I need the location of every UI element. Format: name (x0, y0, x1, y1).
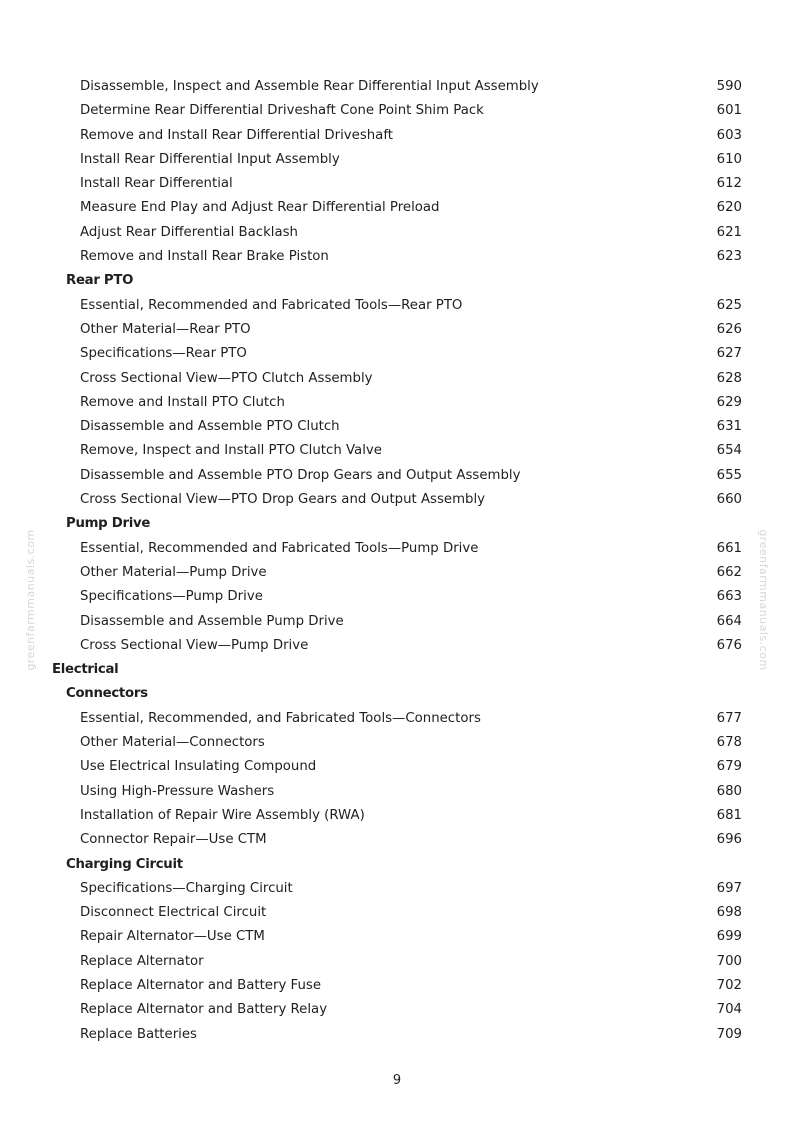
toc-entry-title: Cross Sectional View—PTO Drop Gears and Output Assembly (80, 492, 486, 508)
toc-entry-page: 627 (716, 346, 742, 362)
toc-entry-page: 709 (716, 1026, 742, 1042)
toc-entry-title: Cross Sectional View—Pump Drive (80, 637, 309, 653)
toc-entry[interactable] (0, 415, 794, 439)
toc-entry[interactable] (0, 804, 794, 828)
toc-entry-title: Pump Drive (66, 516, 151, 532)
toc-entry-page: 654 (716, 443, 742, 459)
toc-entry-page: 678 (716, 735, 742, 751)
toc-entry-page: 676 (716, 637, 742, 653)
toc-entry-title: Determine Rear Differential Driveshaft Cone Point Shim Pack (80, 103, 484, 119)
toc-entry-title: Install Rear Differential Input Assembly (80, 151, 340, 167)
toc-entry-page: 699 (716, 929, 742, 945)
toc-entry-title: Specifications—Rear PTO (80, 346, 247, 362)
watermark-right: greenfarmmanuals.com (756, 529, 770, 671)
toc-entry[interactable] (0, 172, 794, 196)
toc-section-heading (0, 269, 794, 293)
toc-entry-page: 697 (716, 880, 742, 896)
toc-entry[interactable] (0, 75, 794, 99)
toc-entry[interactable] (0, 634, 794, 658)
toc-entry-title: Cross Sectional View—PTO Clutch Assembly (80, 370, 373, 386)
toc-entry-page: 661 (716, 540, 742, 556)
toc-entry-page: 590 (716, 79, 742, 94)
toc-entry-title: Disconnect Electrical Circuit (80, 905, 267, 921)
toc-entry-page: 625 (716, 297, 742, 313)
toc-entry[interactable] (0, 925, 794, 949)
toc-section-heading (0, 512, 794, 536)
toc-entry-page: 655 (716, 467, 742, 483)
toc-entry-title: Remove, Inspect and Install PTO Clutch Valve (80, 443, 382, 459)
toc-entry-page: 620 (716, 200, 742, 216)
toc-entry-title: Essential, Recommended and Fabricated Tools—Rear PTO (80, 297, 463, 313)
toc-entry-title: Adjust Rear Differential Backlash (80, 224, 298, 240)
toc-entry-title: Charging Circuit (66, 856, 183, 872)
toc-entry[interactable] (0, 318, 794, 342)
toc-entry[interactable] (0, 585, 794, 609)
toc-entry-page: 681 (716, 807, 742, 823)
toc-entry[interactable] (0, 974, 794, 998)
toc-entry[interactable] (0, 99, 794, 123)
toc-entry-page: 628 (716, 370, 742, 386)
toc-entry-title: Replace Alternator and Battery Fuse (80, 977, 321, 993)
toc-entry-title: Replace Alternator and Battery Relay (80, 1002, 328, 1018)
toc-entry[interactable] (0, 294, 794, 318)
toc-entry[interactable] (0, 1023, 794, 1047)
toc-entry-page: 612 (716, 176, 742, 192)
toc-entry-title: Other Material—Rear PTO (80, 321, 251, 337)
toc-entry-page: 679 (716, 759, 742, 775)
toc-entry[interactable] (0, 901, 794, 925)
toc-entry-page: 664 (716, 613, 742, 629)
toc-entry-title: Measure End Play and Adjust Rear Differential Preload (80, 200, 440, 216)
toc-entry-title: Specifications—Pump Drive (80, 589, 263, 605)
toc-entry[interactable] (0, 610, 794, 634)
toc-entry-page: 698 (716, 905, 742, 921)
toc-entry-page: 662 (716, 564, 742, 580)
toc-entry-title: Install Rear Differential (80, 176, 233, 192)
toc-entry[interactable] (0, 464, 794, 488)
toc-entry[interactable] (0, 731, 794, 755)
toc-entry-page: 702 (716, 977, 742, 993)
toc-entry-title: Other Material—Pump Drive (80, 564, 267, 580)
toc-section-heading (0, 658, 794, 682)
toc-entry[interactable] (0, 196, 794, 220)
toc-entry[interactable] (0, 561, 794, 585)
page-number: 9 (392, 1073, 402, 1088)
toc-entry-page: 700 (716, 953, 742, 969)
toc-entry-title: Specifications—Charging Circuit (80, 880, 293, 896)
toc-entry-title: Disassemble, Inspect and Assemble Rear Differential Input Assembly (80, 79, 539, 94)
toc-entry[interactable] (0, 707, 794, 731)
toc-entry-page: 621 (716, 224, 742, 240)
toc-entry-title: Essential, Recommended, and Fabricated Tools—Connectors (80, 710, 481, 726)
toc-entry-title: Replace Alternator (80, 953, 204, 969)
toc-entry[interactable] (0, 245, 794, 269)
toc-entry[interactable] (0, 780, 794, 804)
toc-section-heading (0, 853, 794, 877)
toc-entry-page: 623 (716, 249, 742, 265)
toc-entry-title: Electrical (52, 662, 119, 678)
toc-entry-title: Other Material—Connectors (80, 735, 265, 751)
toc-entry[interactable] (0, 221, 794, 245)
toc-entry-page: 601 (716, 103, 742, 119)
toc-entry-page: 677 (716, 710, 742, 726)
toc-entry-title: Remove and Install Rear Differential Driveshaft (80, 127, 393, 143)
toc-entry[interactable] (0, 537, 794, 561)
toc-entry[interactable] (0, 367, 794, 391)
toc-entry-title: Rear PTO (66, 273, 134, 289)
toc-entry-title: Installation of Repair Wire Assembly (RWA) (80, 807, 365, 823)
toc-entry-page: 629 (716, 394, 742, 410)
toc-entry[interactable] (0, 828, 794, 852)
toc-entry[interactable] (0, 877, 794, 901)
toc-entry[interactable] (0, 488, 794, 512)
toc-section-heading (0, 682, 794, 706)
toc-entry[interactable] (0, 391, 794, 415)
toc-entry-page: 704 (716, 1002, 742, 1018)
toc-entry-title: Replace Batteries (80, 1026, 197, 1042)
toc-entry-title: Essential, Recommended and Fabricated Tools—Pump Drive (80, 540, 479, 556)
toc-entry-title: Disassemble and Assemble PTO Drop Gears and Output Assembly (80, 467, 521, 483)
toc-entry-title: Remove and Install Rear Brake Piston (80, 249, 329, 265)
toc-entry-title: Using High-Pressure Washers (80, 783, 275, 799)
toc-entry-page: 603 (716, 127, 742, 143)
toc-entry-page: 663 (716, 589, 742, 605)
watermark-left: greenfarmmanuals.com (24, 529, 38, 671)
toc-entry-title: Repair Alternator—Use CTM (80, 929, 265, 945)
toc-entry-page: 631 (716, 419, 742, 435)
toc-entry-title: Connectors (66, 686, 148, 702)
toc-entry-title: Connector Repair—Use CTM (80, 832, 267, 848)
toc-entry-page: 610 (716, 151, 742, 167)
toc-entry-title: Disassemble and Assemble PTO Clutch (80, 419, 340, 435)
toc-entry-title: Use Electrical Insulating Compound (80, 759, 317, 775)
toc-entry[interactable] (0, 124, 794, 148)
toc-entry-page: 680 (716, 783, 742, 799)
toc-entry[interactable] (0, 439, 794, 463)
table-of-contents (0, 75, 794, 1047)
toc-entry[interactable] (0, 148, 794, 172)
toc-entry-title: Disassemble and Assemble Pump Drive (80, 613, 344, 629)
toc-entry[interactable] (0, 950, 794, 974)
toc-entry[interactable] (0, 755, 794, 779)
toc-entry-title: Remove and Install PTO Clutch (80, 394, 285, 410)
toc-entry-page: 626 (716, 321, 742, 337)
toc-entry-page: 660 (716, 492, 742, 508)
toc-entry-page: 696 (716, 832, 742, 848)
toc-entry[interactable] (0, 342, 794, 366)
toc-entry[interactable] (0, 998, 794, 1022)
